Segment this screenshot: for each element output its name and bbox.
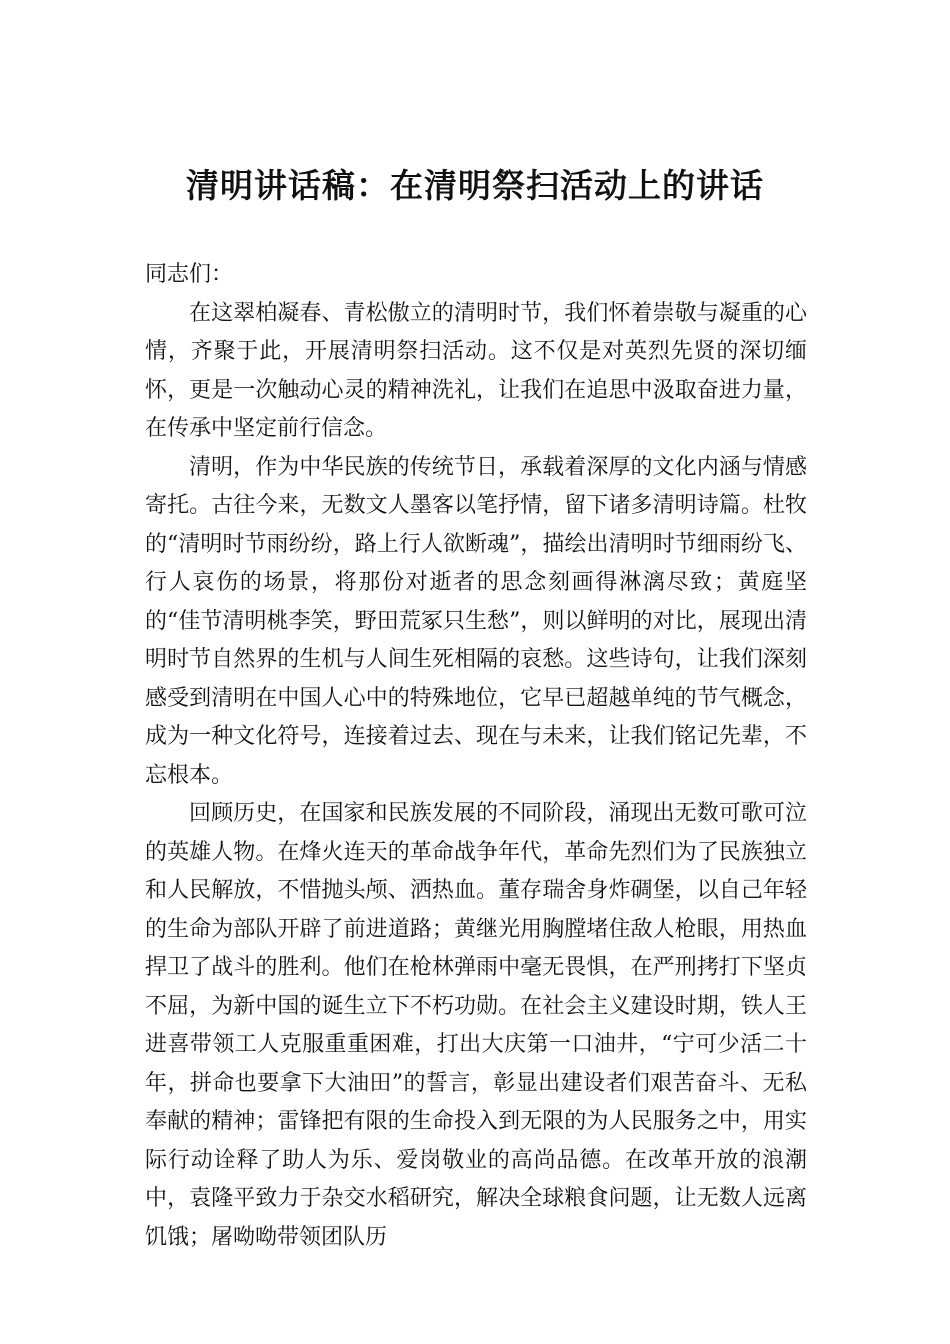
paragraph-1: 在这翠柏凝春、青松傲立的清明时节，我们怀着崇敬与凝重的心情，齐聚于此，开展清明祭扫活动。这不仅是对英烈先贤的深切缅怀，更是一次触动心灵的精神洗礼，让我们在追思中汲取奋进力量，在传承中坚定前行信念。 [145, 300, 807, 441]
paragraph-2: 清明，作为中华民族的传统节日，承载着深厚的文化内涵与情感寄托。古往今来，无数文人墨客以笔抒情，留下诸多清明诗篇。杜牧的“清明时节雨纷纷，路上行人欲断魂”，描绘出清明时节细雨纷飞、行人哀伤的场景，将那份对逝者的思念刻画得淋漓尽致；黄庭坚的“佳节清明桃李笑，野田荒冢只生愁”，则以鲜明的对比，展现出清明时节自然界的生机与人间生死相隔的哀愁。这些诗句，让我们深刻感受到清明在中国人心中的特殊地位，它早已超越单纯的节气概念，成为一种文化符号，连接着过去、现在与未来，让我们铭记先辈，不忘根本。 [145, 454, 807, 788]
document-title: 清明讲话稿：在清明祭扫活动上的讲话 [186, 166, 764, 205]
document-body [145, 256, 807, 1257]
paragraph-3: 回顾历史，在国家和民族发展的不同阶段，涌现出无数可歌可泣的英雄人物。在烽火连天的革命战争年代，革命先烈们为了民族独立和人民解放，不惜抛头颅、洒热血。董存瑞舍身炸碉堡，以自己年轻的生命为部队开辟了前进道路；黄继光用胸膛堵住敌人枪眼，用热血捍卫了战斗的胜利。他们在枪林弹雨中毫无畏惧，在严刑拷打下坚贞不屈，为新中国的诞生立下不朽功勋。在社会主义建设时期，铁人王进喜带领工人克服重重困难，打出大庆第一口油井，“宁可少活二十年，拼命也要拿下大油田”的誓言，彰显出建设者们艰苦奋斗、无私奉献的精神；雷锋把有限的生命投入到无限的为人民服务之中，用实际行动诠释了助人为乐、爱岗敬业的高尚品德。在改革开放的浪潮中，袁隆平致力于杂交水稻研究，解决全球粮食问题，让无数人远离饥饿；屠呦呦带领团队历 [145, 801, 807, 1250]
salutation: 同志们： [145, 262, 234, 287]
